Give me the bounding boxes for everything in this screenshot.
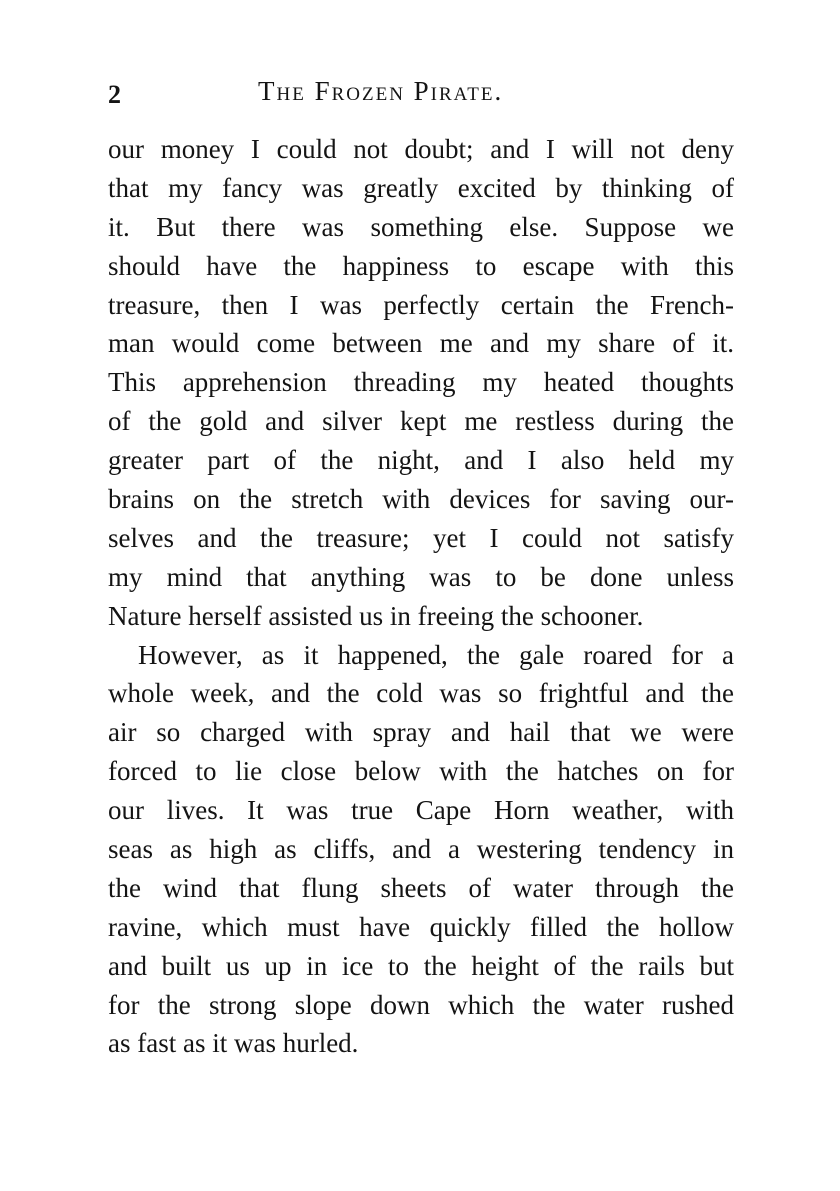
text-line: the wind that flung sheets of water through the xyxy=(108,872,734,903)
text-line: forced to lie close below with the hatches on for xyxy=(108,756,734,787)
text-line: ravine, which must have quickly filled the hollow xyxy=(108,911,734,942)
text-line: man would come between me and my share of it. xyxy=(108,328,734,359)
text-line: This apprehension threading my heated thoughts xyxy=(108,367,734,398)
text-line: should have the happiness to escape with this xyxy=(108,250,734,281)
text-line: it. But there was something else. Suppose we xyxy=(108,211,734,242)
text-line: as fast as it was hurled. xyxy=(108,1028,359,1059)
text-line: Nature herself assisted us in freeing the schooner. xyxy=(108,600,644,631)
text-line: air so charged with spray and hail that we were xyxy=(108,717,734,748)
text-line: However, as it happened, the gale roared for a xyxy=(138,639,734,670)
text-line: our lives. It was true Cape Horn weather, with xyxy=(108,795,734,826)
text-line: seas as high as cliffs, and a westering tendency in xyxy=(108,834,734,865)
text-line: brains on the stretch with devices for saving our- xyxy=(108,484,734,515)
page-number: 2 xyxy=(108,80,121,109)
text-line: our money I could not doubt; and I will not deny xyxy=(108,134,734,164)
text-line: whole week, and the cold was so frightful and the xyxy=(108,678,734,709)
page-header xyxy=(108,76,734,112)
text-line: for the strong slope down which the water rushed xyxy=(108,989,734,1020)
body-text xyxy=(108,130,734,1063)
text-line: of the gold and silver kept me restless during the xyxy=(108,406,734,437)
paragraph-1 xyxy=(108,130,734,636)
text-line: treasure, then I was perfectly certain the French- xyxy=(108,289,734,320)
text-line: and built us up in ice to the height of the rails but xyxy=(108,950,734,981)
running-title: The Frozen Pirate. xyxy=(258,76,504,106)
text-line: that my fancy was greatly excited by thinking of xyxy=(108,172,734,203)
text-line: my mind that anything was to be done unless xyxy=(108,561,734,592)
text-line: selves and the treasure; yet I could not satisfy xyxy=(108,522,734,553)
paragraph-2 xyxy=(108,636,734,1064)
text-line: greater part of the night, and I also held my xyxy=(108,445,734,476)
